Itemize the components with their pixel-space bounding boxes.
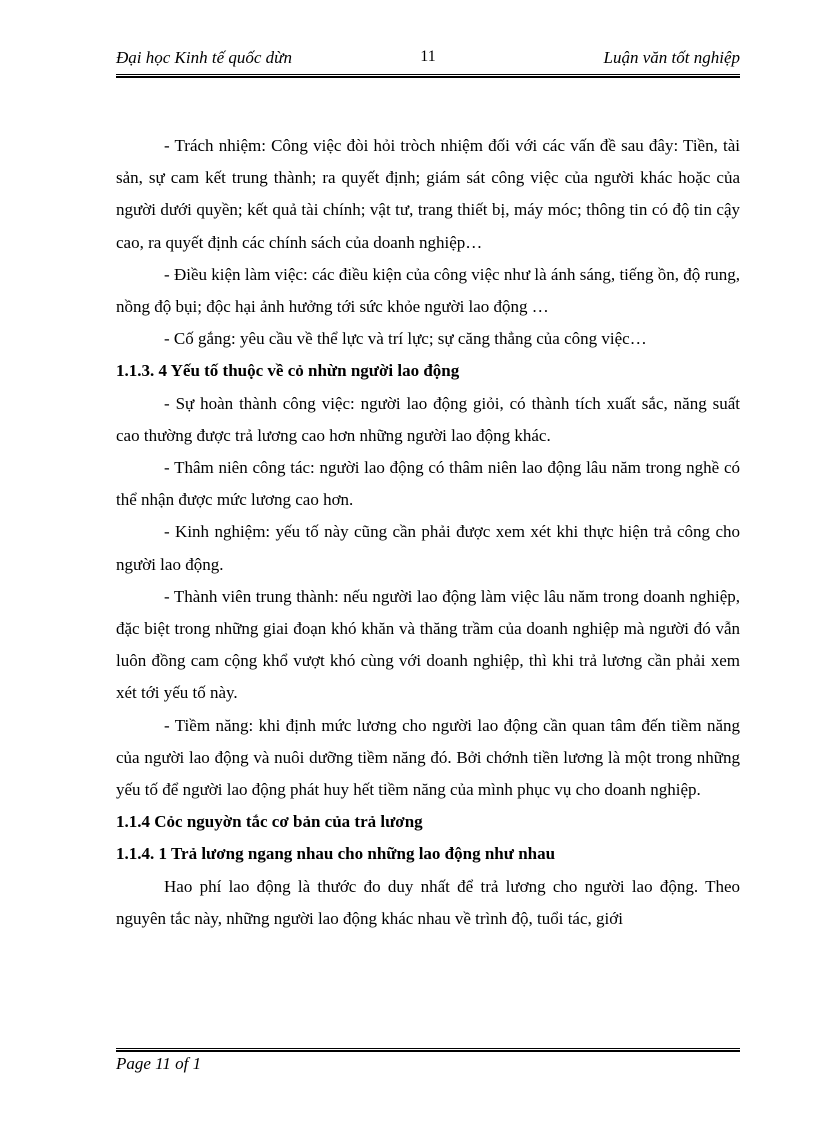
header-left-text: Đại học Kinh tế quốc dừn <box>116 48 292 67</box>
paragraph: - Kinh nghiệm: yếu tố này cũng cần phải được xem xét khi thực hiện trả công cho người lao động. <box>116 522 740 574</box>
paragraph: - Cố gắng: yêu cầu về thể lực và trí lực; sự căng thẳng của công việc… <box>164 329 647 349</box>
paragraph: - Tiềm năng: khi định mức lương cho người lao động cần quan tâm đến tiềm năng của người lao động và nuôi dưỡng tiềm năng đó. Bởi chớnh tiền lương là một trong những yếu tố để người lao động phát huy hết tiềm năng của mình phục vụ cho doanh nghiệp. <box>116 715 740 800</box>
document-body <box>116 130 740 935</box>
footer-rule <box>116 1048 740 1052</box>
paragraph: - Thâm niên công tác: người lao động có thâm niên lao động lâu năm trong nghề có thể nhận được mức lương cao hơn. <box>116 458 740 510</box>
subsection-heading: 1.1.4. 1 Trả lương ngang nhau cho những lao động như nhau <box>116 844 556 864</box>
header-rule <box>116 74 740 78</box>
paragraph: - Trách nhiệm: Công việc đòi hỏi tròch nhiệm đối với các vấn đề sau đây: Tiền, tài sản, sự cam kết trung thành; ra quyết định; giám sát công việc của người khác hoặc của người dưới quyền; kết quả tài chính; vật tư, trang thiết bị, máy móc; thông tin có độ tin cậy cao, ra quyết định các chính sách của doanh nghiệp… <box>116 136 740 252</box>
paragraph: - Thành viên trung thành: nếu người lao động làm việc lâu năm trong doanh nghiệp, đặc biệt trong những giai đoạn khó khăn và thăng trầm của doanh nghiệp mà người đó vẫn luôn đồng cam cộng khổ vượt khó cùng với doanh nghiệp, thì khi trả lương cần phải xem xét tới yếu tố này. <box>116 586 740 703</box>
paragraph: - Điều kiện làm việc: các điều kiện của công việc như là ánh sáng, tiếng ồn, độ rung, nồng độ bụi; độc hại ảnh hưởng tới sức khỏe người lao động … <box>116 264 740 317</box>
page-header <box>116 48 740 74</box>
header-page-number: 11 <box>420 48 436 65</box>
section-heading: 1.1.4 Cỏc nguyờn tắc cơ bản của trả lương <box>116 812 423 832</box>
paragraph: Hao phí lao động là thước đo duy nhất để trả lương cho người lao động. Theo nguyên tắc này, những người lao động khác nhau về trình độ, tuổi tác, giới <box>116 876 740 928</box>
header-right-text: Luận văn tốt nghiệp <box>603 48 740 67</box>
section-heading: 1.1.3. 4 Yếu tố thuộc về cỏ nhừn người lao động <box>116 361 460 381</box>
paragraph: - Sự hoàn thành công việc: người lao động giỏi, có thành tích xuất sắc, năng suất cao thường được trả lương cao hơn những người lao động khác. <box>116 393 740 445</box>
page-footer: Page 11 of 1 <box>116 1054 202 1073</box>
